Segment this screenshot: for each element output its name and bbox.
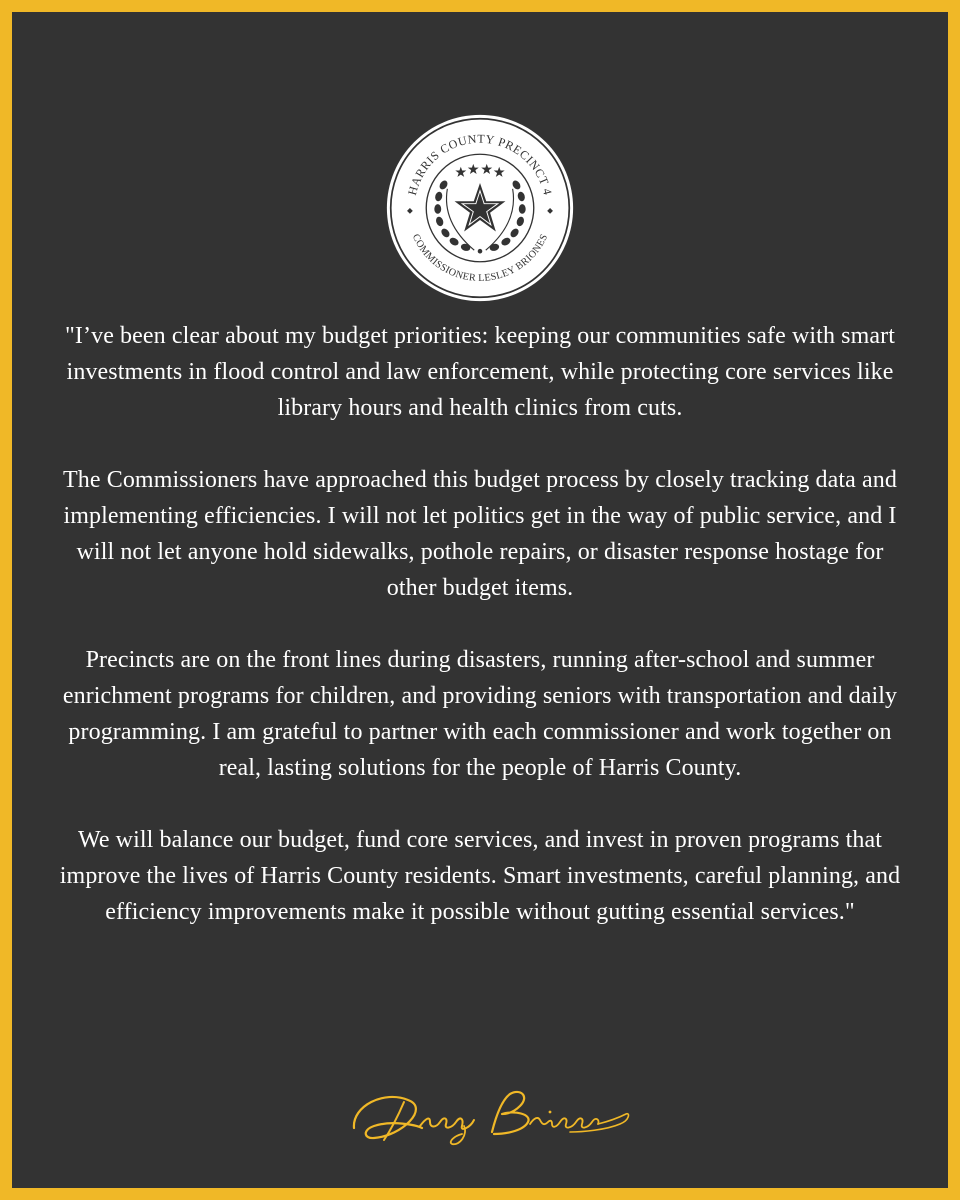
statement-paragraph-4: We will balance our budget, fund core services, and invest in proven programs that improve the lives of Harris County residents. Smart investments, careful planning, and efficiency improvements make it possible without gutting essential services." (59, 827, 901, 925)
statement-paragraph-1: "I’ve been clear about my budget priorities: keeping our communities safe with smart investments in flood control and law enforcement, while protecting core services like library hours and health clinics from cuts. (65, 323, 895, 421)
statement-text (52, 318, 908, 930)
svg-text:COMMISSIONER LESLEY BRIONES: COMMISSIONER LESLEY BRIONES (409, 232, 551, 285)
svg-text:HARRIS COUNTY PRECINCT 4: HARRIS COUNTY PRECINCT 4 (405, 131, 555, 197)
signature-icon (344, 1080, 636, 1152)
statement-paragraph-2: The Commissioners have approached this budget process by closely tracking data and implementing efficiencies. I will not let politics get in the way of public service, and I will not let anyone hold sidewalks, pothole repairs, or disaster response hostage for other budget items. (63, 467, 897, 601)
precinct-seal-icon (384, 112, 576, 304)
statement-card (12, 12, 948, 1188)
statement-paragraph-3: Precincts are on the front lines during disasters, running after-school and summer enrichment programs for children, and providing seniors with transportation and daily programming. I am grateful to partner with each commissioner and work together on real, lasting solutions for the people of Harris County. (62, 647, 898, 781)
